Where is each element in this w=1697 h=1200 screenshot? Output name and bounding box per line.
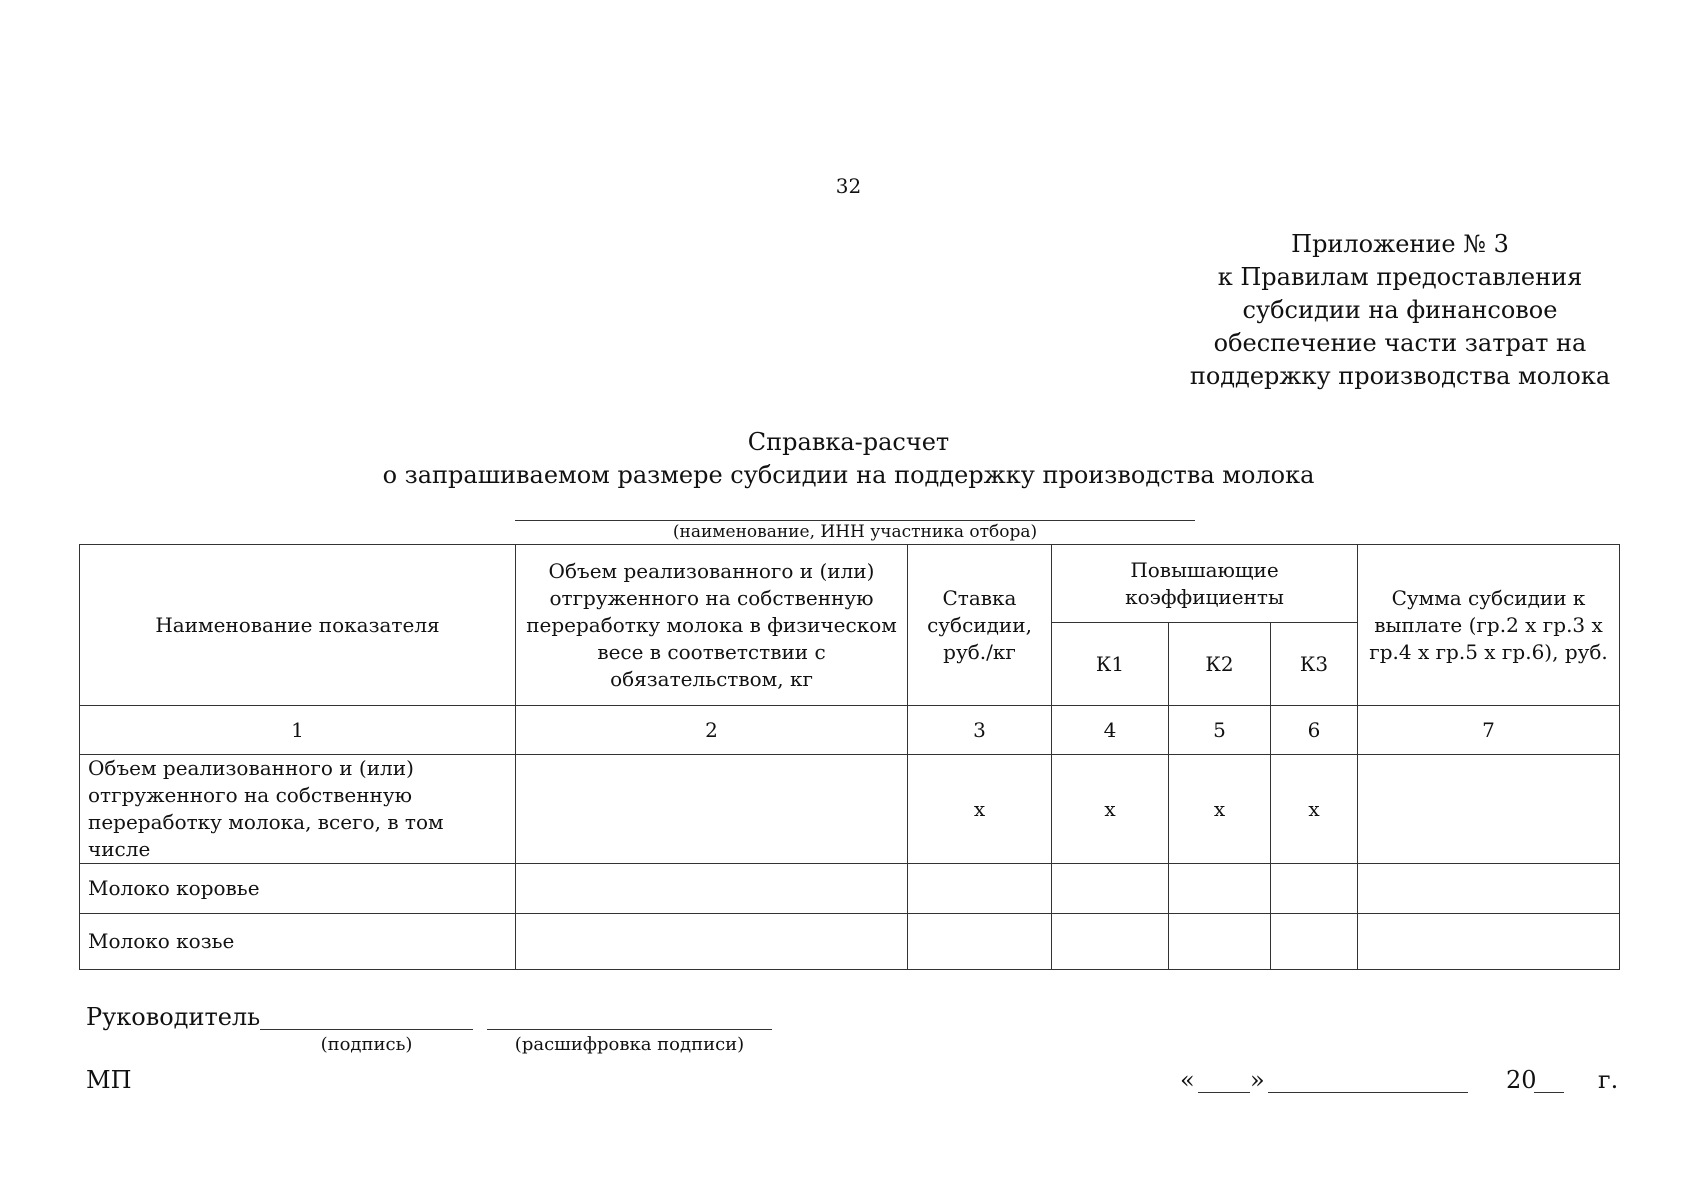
date-field [1180, 1066, 1620, 1098]
year-prefix: 20 [1506, 1066, 1537, 1094]
cell-k3[interactable] [1271, 864, 1358, 914]
cell-volume[interactable] [516, 914, 908, 970]
table-row-goat-milk [80, 914, 1620, 970]
cell-rate: х [908, 755, 1052, 864]
cell-sum[interactable] [1358, 864, 1620, 914]
header-k2: К2 [1169, 623, 1271, 706]
appendix-header [1160, 228, 1640, 393]
stamp-label: МП [86, 1066, 132, 1094]
column-number: 1 [80, 706, 516, 755]
title-line-1: Справка-расчет [747, 428, 950, 456]
cell-k1: х [1052, 755, 1169, 864]
header-rate: Ставка субсидии, руб./кг [908, 545, 1052, 706]
cell-k1[interactable] [1052, 864, 1169, 914]
row-name: Объем реализованного и (или) отгруженного на собственную переработку молока, всего, в том числе [80, 755, 516, 864]
column-number: 2 [516, 706, 908, 755]
cell-k1[interactable] [1052, 914, 1169, 970]
date-close-quote: » [1250, 1066, 1265, 1094]
cell-rate[interactable] [908, 864, 1052, 914]
row-name: Молоко козье [80, 914, 516, 970]
calculation-table [79, 544, 1620, 970]
cell-k2[interactable] [1169, 864, 1271, 914]
signature-caption: (подпись) [320, 1034, 413, 1055]
column-number: 3 [908, 706, 1052, 755]
title-line-2: о запрашиваемом размере субсидии на поддержку производства молока [382, 461, 1315, 489]
appendix-line: к Правилам предоставления [1217, 263, 1583, 291]
participant-name-line[interactable] [515, 520, 1195, 521]
decryption-caption: (расшифровка подписи) [514, 1034, 745, 1055]
signature-decryption-line[interactable] [487, 1029, 772, 1030]
document-title [0, 426, 1697, 492]
column-number: 4 [1052, 706, 1169, 755]
appendix-line: обеспечение части затрат на [1213, 329, 1587, 357]
day-line[interactable] [1198, 1092, 1250, 1093]
row-name: Молоко коровье [80, 864, 516, 914]
header-volume: Объем реализованного и (или) отгруженного на собственную переработку молока в физическом весе в соответствии с обязательством, кг [516, 545, 908, 706]
header-coefficients: Повышающие коэффициенты [1052, 545, 1358, 623]
cell-sum[interactable] [1358, 914, 1620, 970]
participant-caption: (наименование, ИНН участника отбора) [672, 522, 1038, 542]
column-number-row [80, 706, 1620, 755]
year-line[interactable] [1534, 1092, 1564, 1093]
table-row-cow-milk [80, 864, 1620, 914]
page-number: 32 [835, 174, 862, 198]
month-line[interactable] [1268, 1092, 1468, 1093]
header-indicator: Наименование показателя [80, 545, 516, 706]
head-label: Руководитель [86, 1003, 261, 1031]
cell-sum[interactable] [1358, 755, 1620, 864]
cell-k3[interactable] [1271, 914, 1358, 970]
appendix-line: поддержку производства молока [1189, 362, 1611, 390]
cell-k2: х [1169, 755, 1271, 864]
cell-volume[interactable] [516, 755, 908, 864]
header-k1: К1 [1052, 623, 1169, 706]
column-number: 6 [1271, 706, 1358, 755]
column-number: 7 [1358, 706, 1620, 755]
appendix-line: Приложение № 3 [1291, 230, 1509, 258]
header-sum: Сумма субсидии к выплате (гр.2 х гр.3 х гр.4 х гр.5 х гр.6), руб. [1358, 545, 1620, 706]
header-k3: К3 [1271, 623, 1358, 706]
table-row-total [80, 755, 1620, 864]
cell-k3: х [1271, 755, 1358, 864]
cell-volume[interactable] [516, 864, 908, 914]
column-number: 5 [1169, 706, 1271, 755]
header-row [80, 545, 1620, 623]
cell-k2[interactable] [1169, 914, 1271, 970]
signature-line[interactable] [260, 1029, 473, 1030]
appendix-line: субсидии на финансовое [1242, 296, 1558, 324]
date-open-quote: « [1180, 1066, 1195, 1094]
cell-rate[interactable] [908, 914, 1052, 970]
year-suffix: г. [1598, 1066, 1619, 1094]
